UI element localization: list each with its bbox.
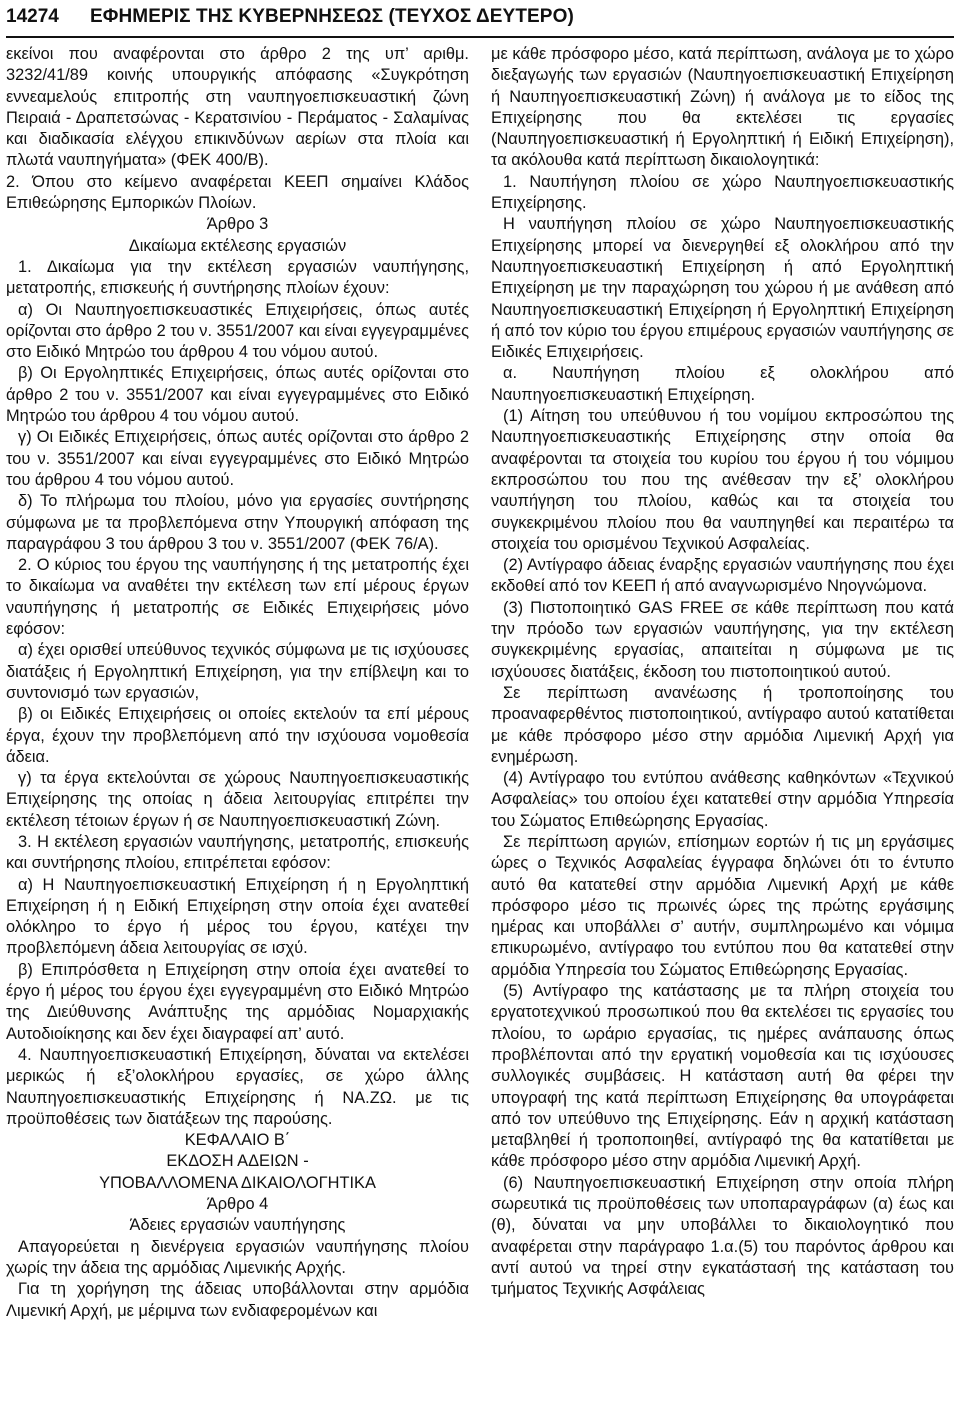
paragraph: (4) Αντίγραφο του εντύπου ανάθεσης καθηκόντων «Τεχνικού Ασφαλείας» του οποίου έχει κατατεθεί στην αρμόδια Υπηρεσία του Σώματος Επιθεώρησης Εργασίας. — [491, 769, 954, 830]
paragraph: 2. Όπου στο κείμενο αναφέρεται ΚΕΕΠ σημαίνει Κλάδος Επιθεώρησης Εμπορικών Πλοίων. — [6, 172, 469, 213]
paragraph: β) οι Ειδικές Επιχειρήσεις οι οποίες εκτελούν τα επί μέρους έργα, έχουν την προβλεπόμενη από την ισχύουσα νομοθεσία άδεια. — [6, 705, 469, 766]
paragraph: με κάθε πρόσφορο μέσο, κατά περίπτωση, ανάλογα με το χώρο διεξαγωγής των εργασιών (Ναυπηγοεπισκευαστική Επιχείρηση ή Ναυπηγοεπισκευαστική Ζώνη) ή ανάλογα με το είδος της Επιχείρησης που θα εκτελέσει τις εργασίες (Ναυπηγοεπισκευαστική ή Εργοληπτική ή Ειδική Επιχείρηση), τα ακόλουθα κατά περίπτωση δικαιολογητικά: — [491, 45, 954, 170]
page-header — [6, 4, 954, 40]
paragraph: (1) Αίτηση του υπεύθυνου ή του νομίμου εκπροσώπου της Ναυπηγοεπισκευαστικής Επιχείρησης στην οποία θα αναφέρονται τα στοιχεία του κυρίου του έργου ή του νόμιμου εκπροσώπου του που της ανέθεσαν την εξ’ ολοκλήρου ναυπήγηση του πλοίου, καθώς και τα στοιχεία του συγκεκριμένου πλοίου που θα ναυπηγηθεί και περαιτέρω τα στοιχεία του ορισμένου Τεχνικού Ασφαλείας. — [491, 407, 954, 553]
header-rule — [6, 36, 954, 38]
paragraph: γ) τα έργα εκτελούνται σε χώρους Ναυπηγοεπισκευαστικής Επιχείρησης της οποίας η άδεια λειτουργίας επιτρέπει την εκτέλεση τέτοιων έργων ή σε Ναυπηγοεπισκευαστική Ζώνη. — [6, 769, 469, 830]
paragraph: Απαγορεύεται η διενέργεια εργασιών ναυπήγησης πλοίου χωρίς την άδεια της αρμόδιας Λιμενικής Αρχής. — [6, 1237, 469, 1277]
paragraph: 4. Ναυπηγοεπισκευαστική Επιχείρηση, δύναται να εκτελέσει μερικώς ή εξ’ολοκλήρου εργασίες, σε χώρο άλλης Ναυπηγοεπισκευαστικής Επιχείρησης ή ΝΑ.ΖΩ. με τις προϋποθέσεις των διατάξεων της παρούσης. — [6, 1045, 469, 1128]
section-heading: Δικαίωμα εκτέλεσης εργασιών — [128, 236, 347, 255]
left-column — [6, 44, 469, 1424]
section-heading: ΥΠΟΒΑΛΛΟΜΕΝΑ ΔΙΚΑΙΟΛΟΓΗΤΙΚΑ — [99, 1173, 376, 1192]
paragraph: Σε περίπτωση ανανέωσης ή τροποποίησης του προαναφερθέντος πιστοποιητικού, αντίγραφο αυτού κατατίθεται με κάθε πρόσφορο μέσο στην αρμόδια Λιμενική Αρχή για ενημέρωση. — [491, 683, 954, 766]
paragraph: Σε περίπτωση αργιών, επίσημων εορτών ή τις μη εργάσιμες ώρες ο Τεχνικός Ασφαλείας έγγραφα δηλώνει ότι το έντυπο αυτό θα κατατεθεί στην αρμόδια Λιμενική Αρχή με κάθε πρόσφορο μέσο τις πρωινές ώρες της πρώτης εργάσιμης ημέρας και υποβάλλει σ’ αυτήν, συμπληρωμένο και νόμιμα επικυρωμένο, αντίγραφο του εντύπου που θα κατατεθεί στην αρμόδια Υπηρεσία του Σώματος Επιθεώρησης Εργασίας. — [491, 832, 954, 979]
paragraph: β) Οι Εργοληπτικές Επιχειρήσεις, όπως αυτές ορίζονται στο άρθρο 2 του ν. 3551/2007 και είναι εγγεγραμμένες στο Ειδικό Μητρώο του άρθρου 4 του νόμου αυτού. — [6, 364, 469, 426]
paragraph: α. Ναυπήγηση πλοίου εξ ολοκλήρου από Ναυπηγοεπισκευαστική Επιχείρηση. — [491, 364, 954, 404]
paragraph: γ) Οι Ειδικές Επιχειρήσεις, όπως αυτές ορίζονται στο άρθρο 2 του ν. 3551/2007 και είναι εγγεγραμμένες στο Ειδικό Μητρώο του άρθρου 4 του νόμου αυτού. — [6, 428, 469, 489]
paragraph: (2) Αντίγραφο άδειας έναρξης εργασιών ναυπήγησης που έχει εκδοθεί από τον ΚΕΕΠ ή από αναγνωρισμένο Νηογνώμονα. — [491, 556, 954, 596]
paragraph: 2. Ο κύριος του έργου της ναυπήγησης ή της μετατροπής έχει το δικαίωμα να αναθέτει την εκτέλεση των επί μέρους έργων ναυπήγησης ή μετατροπής σε Ειδικές Επιχειρήσεις μόνο εφόσον: — [6, 556, 469, 639]
page-number: 14274 — [6, 6, 59, 27]
section-heading: Άρθρο 3 — [206, 215, 269, 234]
paragraph: 3. Η εκτέλεση εργασιών ναυπήγησης, μετατροπής, επισκευής και συντήρησης πλοίου, επιτρέπεται εφόσον: — [6, 832, 469, 873]
paragraph: β) Επιπρόσθετα η Επιχείρηση στην οποία έχει ανατεθεί το έργο ή μέρος του έργου έχει εγγεγραμμένη στο Ειδικό Μητρώο της Διεύθυνσης Ανάπτυξης της αρμόδιας Νομαρχιακής Αυτοδιοίκησης και δεν έχει διαγραφεί απ’ αυτό. — [6, 960, 469, 1043]
paragraph: α) Οι Ναυπηγοεπισκευαστικές Επιχειρήσεις, όπως αυτές ορίζονται στο άρθρο 2 του ν. 3551/2007 και είναι εγγεγραμμένες στο Ειδικό Μητρώο του άρθρου 4 του νόμου αυτού. — [6, 300, 469, 362]
paragraph: εκείνοι που αναφέρονται στο άρθρο 2 της υπ’ αριθμ. 3232/41/89 κοινής υπουργικής απόφασης «Συγκρότηση εννεαμελούς επιτροπής στη ναυπηγοεπισκευαστική ζώνη Πειραιά - Δραπετσώνας - Κερατσινίου - Περάματος - Σαλαμίνας και διαδικασία ελέγχου επικινδύνων αερίων στα πλοία και πλωτά ναυπηγήματα» (ΦΕΚ 400/Β). — [6, 45, 469, 170]
paragraph: (6) Ναυπηγοεπισκευαστική Επιχείρηση στην οποία πλήρη σωρευτικά τις προϋποθέσεις των υποπαραγράφων (α) έως και (θ), δύναται να μην υποβάλλει το δικαιολογητικό που αναφέρεται στην παράγραφο 1.α.(5) του παρόντος άρθρου και αντί αυτού να τηρεί στην εγκατάστασή της κατάσταση του τμήματος Τεχνικής Ασφάλειας — [491, 1173, 954, 1299]
paragraph: α) έχει ορισθεί υπεύθυνος τεχνικός σύμφωνα με τις ισχύουσες διατάξεις ή Εργοληπτική Επιχείρηση, για την επίβλεψη και το συντονισμό των εργασιών, — [6, 641, 469, 702]
paragraph: (5) Αντίγραφο της κατάστασης με τα πλήρη στοιχεία του εργατοτεχνικού προσωπικού που θα εκτελέσει τις εργασίες του πλοίου, το ωράριο εργασίας, τις ημέρες ανάπαυσης όπως προβλέπονται από την εργατική νομοθεσία και τις ισχύουσες συλλογικές συμβάσεις. Η κατάσταση αυτή θα φέρει την υπογραφή της κατά περίπτωση Επιχείρησης θα υπογράφεται από τον υπεύθυνο της Επιχείρησης. Εάν η αρχική κατάσταση μεταβληθεί ή τροποποιηθεί, αντίγραφό της θα κατατίθεται με κάθε πρόσφορο μέσο στην αρμόδια Λιμενική Αρχή. — [491, 982, 954, 1171]
section-heading: ΚΕΦΑΛΑΙΟ Β΄ — [184, 1131, 291, 1150]
paragraph: 1. Ναυπήγηση πλοίου σε χώρο Ναυπηγοεπισκευαστικής Επιχείρησης. — [491, 172, 954, 213]
paragraph: α) Η Ναυπηγοεπισκευαστική Επιχείρηση ή η Εργοληπτική Επιχείρηση ή η Ειδική Επιχείρηση στην οποία έχει ανατεθεί ολόκληρο το έργο ή μέρος του έργου, κατέχει την προβλεπόμενη άδεια λειτουργίας σε ισχύ. — [6, 875, 469, 958]
paragraph: Η ναυπήγηση πλοίου σε χώρο Ναυπηγοεπισκευαστικής Επιχείρησης μπορεί να διενεργηθεί εξ ολοκλήρου από την Ναυπηγοεπισκευαστική Επιχείρηση ή από Εργοληπτική Επιχείρηση με την παραχώρηση του χώρου ή με ανάθεση από Ναυπηγοεπισκευαστική Επιχείρηση ή Εργοληπτική Επιχείρηση ή από τον κύριο του έργου επιμέρους εργασιών ναυπήγησης σε Ειδικές Επιχειρήσεις. — [491, 215, 954, 362]
section-heading: Άδειες εργασιών ναυπήγησης — [129, 1216, 346, 1235]
section-heading: Άρθρο 4 — [206, 1195, 269, 1214]
journal-title: ΕΦΗΜΕΡΙΣ ΤΗΣ ΚΥΒΕΡΝΗΣΕΩΣ (ΤΕΥΧΟΣ ΔΕΥΤΕΡΟ) — [90, 6, 574, 27]
paragraph: (3) Πιστοποιητικό GAS FREE σε κάθε περίπτωση που κατά την πρόοδο των εργασιών ναυπήγησης, για την εκτέλεση συγκεκριμένης εργασίας, απαιτείται η σύμφωνα με τις ισχύουσες διατάξεις, έκδοση του πιστοποιητικού αυτού. — [491, 598, 954, 681]
section-heading: ΕΚΔΟΣΗ ΑΔΕΙΩΝ - — [166, 1152, 309, 1171]
right-column — [491, 44, 954, 1424]
paragraph: 1. Δικαίωμα για την εκτέλεση εργασιών ναυπήγησης, μετατροπής, επισκευής ή συντήρησης πλοίων έχουν: — [6, 257, 469, 298]
paragraph: δ) Το πλήρωμα του πλοίου, μόνο για εργασίες συντήρησης σύμφωνα με τα προβλεπόμενα στην Υπουργική απόφαση της παραγράφου 3 του άρθρου 3 του ν. 3551/2007 (ΦΕΚ 76/Α). — [6, 492, 469, 553]
paragraph: Για τη χορήγηση της άδειας υποβάλλονται στην αρμόδια Λιμενική Αρχή, με μέριμνα των ενδιαφερομένων και — [6, 1280, 469, 1320]
